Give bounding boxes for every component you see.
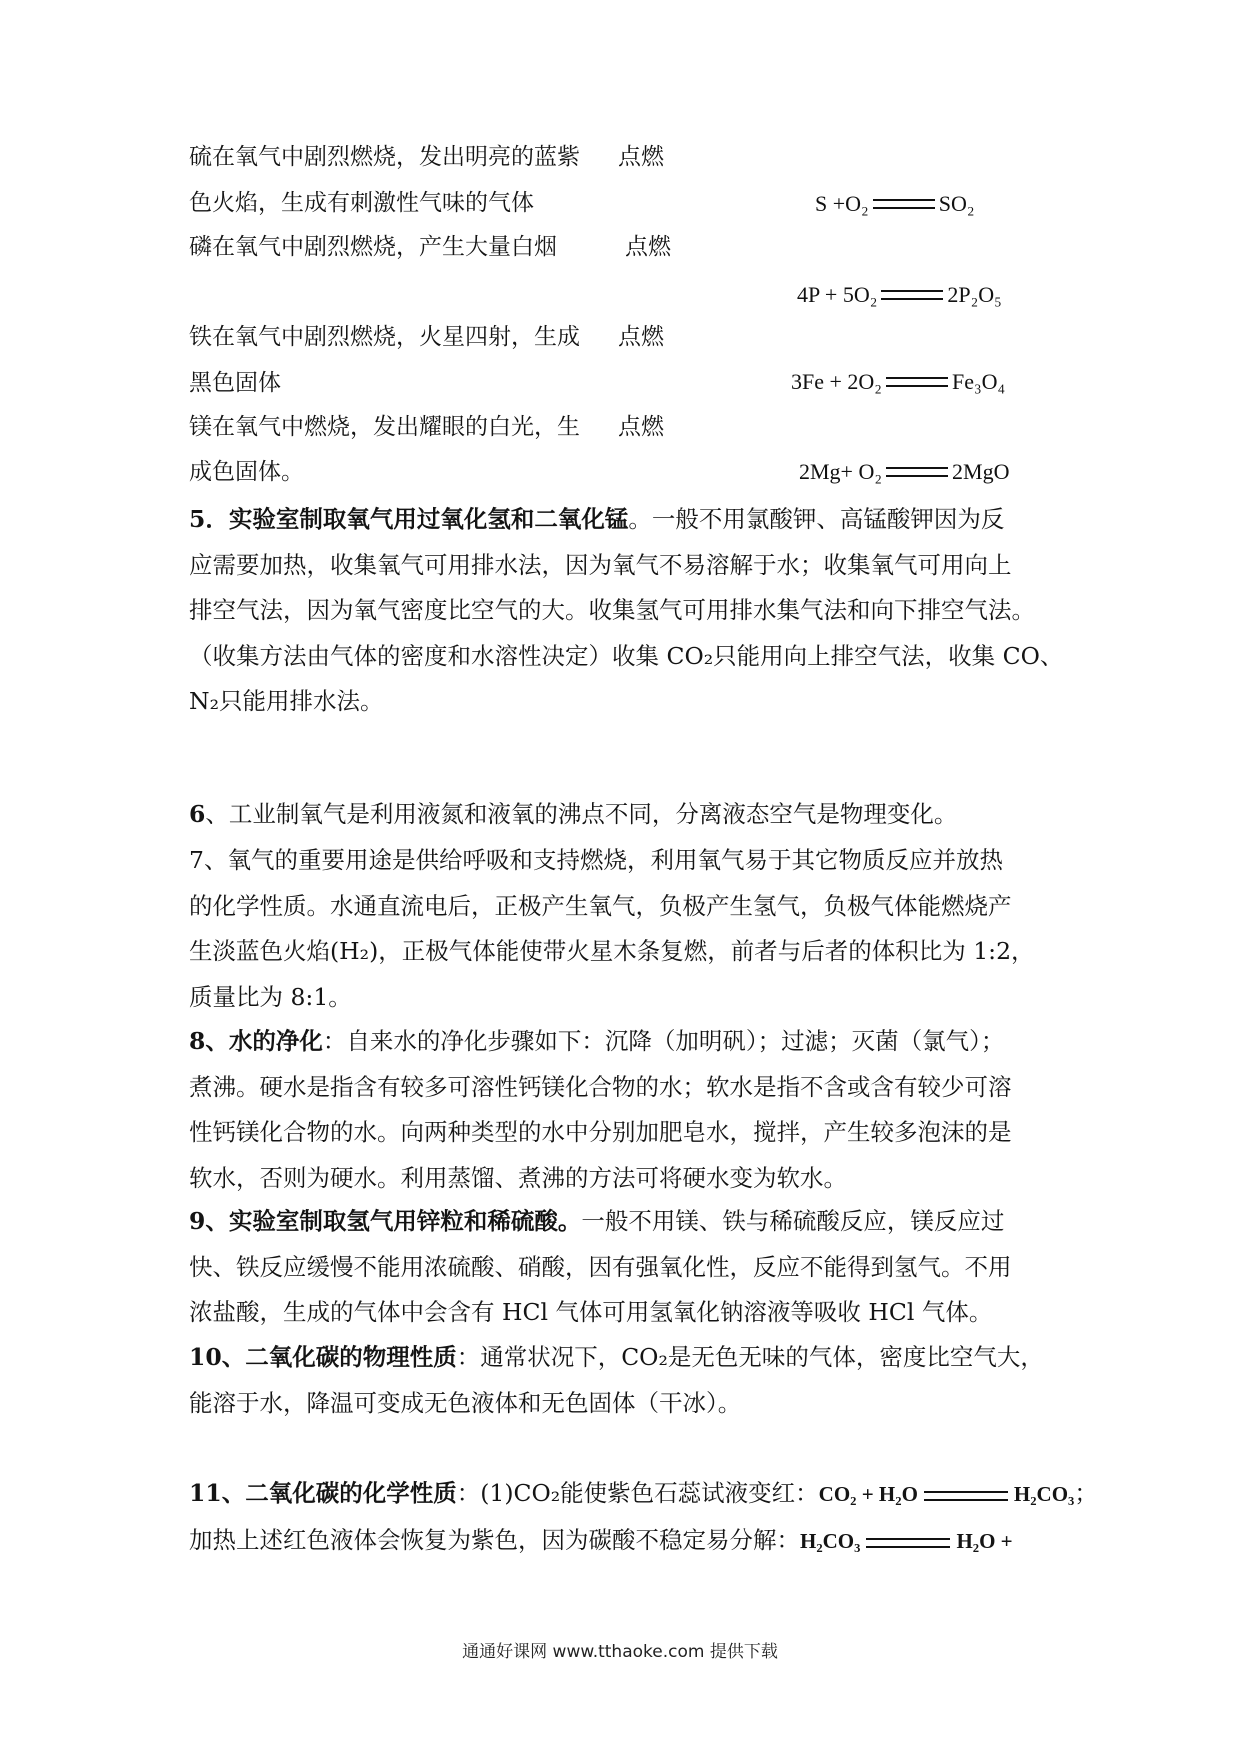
paragraph-line: 应需要加热，收集氧气可用排水法，因为氧气不易溶解于水；收集氧气可用向上 [189, 550, 1012, 579]
paragraph-line [189, 1335, 1059, 1381]
iron-text-line-2: 黑色固体 [189, 370, 281, 396]
paragraph-line [189, 1518, 1059, 1565]
equation-right: SO₂ [938, 191, 975, 216]
equals-sign [873, 199, 935, 209]
paragraph-line: （收集方法由气体的密度和水溶性决定）收集 CO₂只能用向上排空气法，收集 CO、 [189, 641, 1064, 670]
paragraph-heading: 9、实验室制取氢气用锌粒和稀硫酸。 [189, 1207, 582, 1235]
paragraph-heading: 5．实验室制取氧气用过氧化氢和二氧化锰 [189, 505, 629, 533]
magnesium-condition: 点燃 [618, 414, 664, 440]
equation-left: H₂CO₃ [800, 1528, 861, 1553]
paragraph-heading: 8、水的净化 [189, 1027, 323, 1055]
sulfur-equation [815, 190, 975, 218]
paragraph-11 [189, 1471, 1098, 1564]
paragraph-line: 煮沸。硬水是指含有较多可溶性钙镁化合物的水；软水是指不含或含有较少可溶 [189, 1072, 1012, 1101]
iron-equation [791, 368, 1005, 396]
equals-sign [924, 1491, 1008, 1501]
page-footer: 通通好课网 www.tthaoke.com 提供下载 [462, 1642, 778, 1662]
equation-left: 4P + 5O₂ [797, 282, 878, 307]
paragraph-text: ； [1074, 1479, 1098, 1507]
paragraph-7 [189, 838, 1059, 1020]
magnesium-text-line-2: 成色固体。 [189, 459, 304, 485]
paragraph-heading: 10、二氧化碳的物理性质 [189, 1343, 457, 1371]
equals-sign [866, 1538, 950, 1548]
paragraph-8 [189, 1019, 1059, 1201]
paragraph-text: 一般不用镁、铁与稀硫酸反应，镁反应过 [581, 1207, 1005, 1235]
paragraph-5 [189, 497, 1064, 725]
paragraph-text: 、工业制氧气是利用液氮和液氧的沸点不同，分离液态空气是物理变化。 [205, 800, 958, 828]
equation-right: H₂O + [956, 1528, 1013, 1553]
carbonic-acid-formation-equation [819, 1482, 1075, 1506]
paragraph-line [189, 792, 1059, 838]
paragraph-heading: 6 [189, 800, 206, 828]
equals-sign [886, 467, 948, 477]
paragraph-line [189, 1471, 1098, 1518]
magnesium-text-line-1: 镁在氧气中燃烧，发出耀眼的白光，生 [189, 414, 580, 440]
equation-left: 2Mg+ O₂ [799, 459, 883, 484]
paragraph-10 [189, 1335, 1059, 1426]
paragraph-line: 软水，否则为硬水。利用蒸馏、煮沸的方法可将硬水变为软水。 [189, 1163, 847, 1192]
paragraph-heading: 11、二氧化碳的化学性质 [189, 1479, 457, 1507]
paragraph-9 [189, 1199, 1059, 1336]
phosphorus-condition: 点燃 [625, 234, 671, 260]
equation-right: Fe₃O₄ [951, 369, 1006, 394]
paragraph-text: 。一般不用氯酸钾、高锰酸钾因为反 [628, 505, 1005, 533]
paragraph-line: 的化学性质。水通直流电后，正极产生氧气，负极产生氢气，负极气体能燃烧产 [189, 891, 1012, 920]
iron-text-line-1: 铁在氧气中剧烈燃烧，火星四射，生成 [189, 324, 580, 350]
paragraph-text: ：(1)CO₂能使紫色石蕊试液变红： [456, 1479, 819, 1507]
paragraph-line: N₂只能用排水法。 [189, 687, 384, 715]
equation-left: CO₂ + H₂O [818, 1482, 918, 1506]
equation-left: 3Fe + 2O₂ [791, 369, 882, 394]
paragraph-6 [189, 792, 1059, 838]
paragraph-line: 浓盐酸，生成的气体中会含有 HCl 气体可用氢氧化钠溶液等吸收 HCl 气体。 [189, 1298, 993, 1326]
equation-right: 2P₂O₅ [947, 282, 1002, 307]
sulfur-text-line-1: 硫在氧气中剧烈燃烧，发出明亮的蓝紫 [189, 144, 580, 170]
iron-condition: 点燃 [618, 324, 664, 350]
paragraph-line: 生淡蓝色火焰(H₂)，正极气体能使带火星木条复燃，前者与后者的体积比为 1:2， [189, 937, 1035, 965]
paragraph-text: 加热上述红色液体会恢复为紫色，因为碳酸不稳定易分解： [189, 1525, 800, 1554]
paragraph-text: ：通常状况下，CO₂是无色无味的气体，密度比空气大， [456, 1343, 1044, 1371]
paragraph-line: 能溶于水，降温可变成无色液体和无色固体（干冰）。 [189, 1388, 742, 1417]
paragraph-line [189, 1019, 1059, 1065]
equals-sign [886, 377, 948, 387]
paragraph-line [189, 1199, 1059, 1245]
phosphorus-text-line-1: 磷在氧气中剧烈燃烧，产生大量白烟 [189, 234, 557, 260]
equals-sign [881, 290, 943, 300]
phosphorus-equation [797, 281, 1002, 309]
paragraph-line: 性钙镁化合物的水。向两种类型的水中分别加肥皂水，搅拌，产生较多泡沫的是 [189, 1118, 1012, 1146]
paragraph-text: ：自来水的净化步骤如下：沉降（加明矾）；过滤；灭菌（氯气）； [322, 1027, 1005, 1055]
magnesium-equation [799, 458, 1009, 486]
paragraph-line [189, 497, 1059, 543]
sulfur-condition: 点燃 [618, 144, 664, 170]
equation-right: 2MgO [952, 459, 1010, 484]
equation-left: S +O₂ [815, 191, 869, 216]
paragraph-line: 质量比为 8:1。 [189, 982, 352, 1011]
sulfur-text-line-2: 色火焰，生成有刺激性气味的气体 [189, 190, 534, 216]
paragraph-line: 7、氧气的重要用途是供给呼吸和支持燃烧，利用氧气易于其它物质反应并放热 [189, 846, 1003, 874]
equation-right: H₂CO₃ [1013, 1482, 1075, 1506]
carbonic-acid-decomposition-equation [800, 1529, 1013, 1553]
paragraph-line: 排空气法，因为氧气密度比空气的大。收集氢气可用排水集气法和向下排空气法。 [189, 596, 1035, 624]
paragraph-line: 快、铁反应缓慢不能用浓硫酸、硝酸，因有强氧化性，反应不能得到氢气。不用 [189, 1252, 1012, 1281]
